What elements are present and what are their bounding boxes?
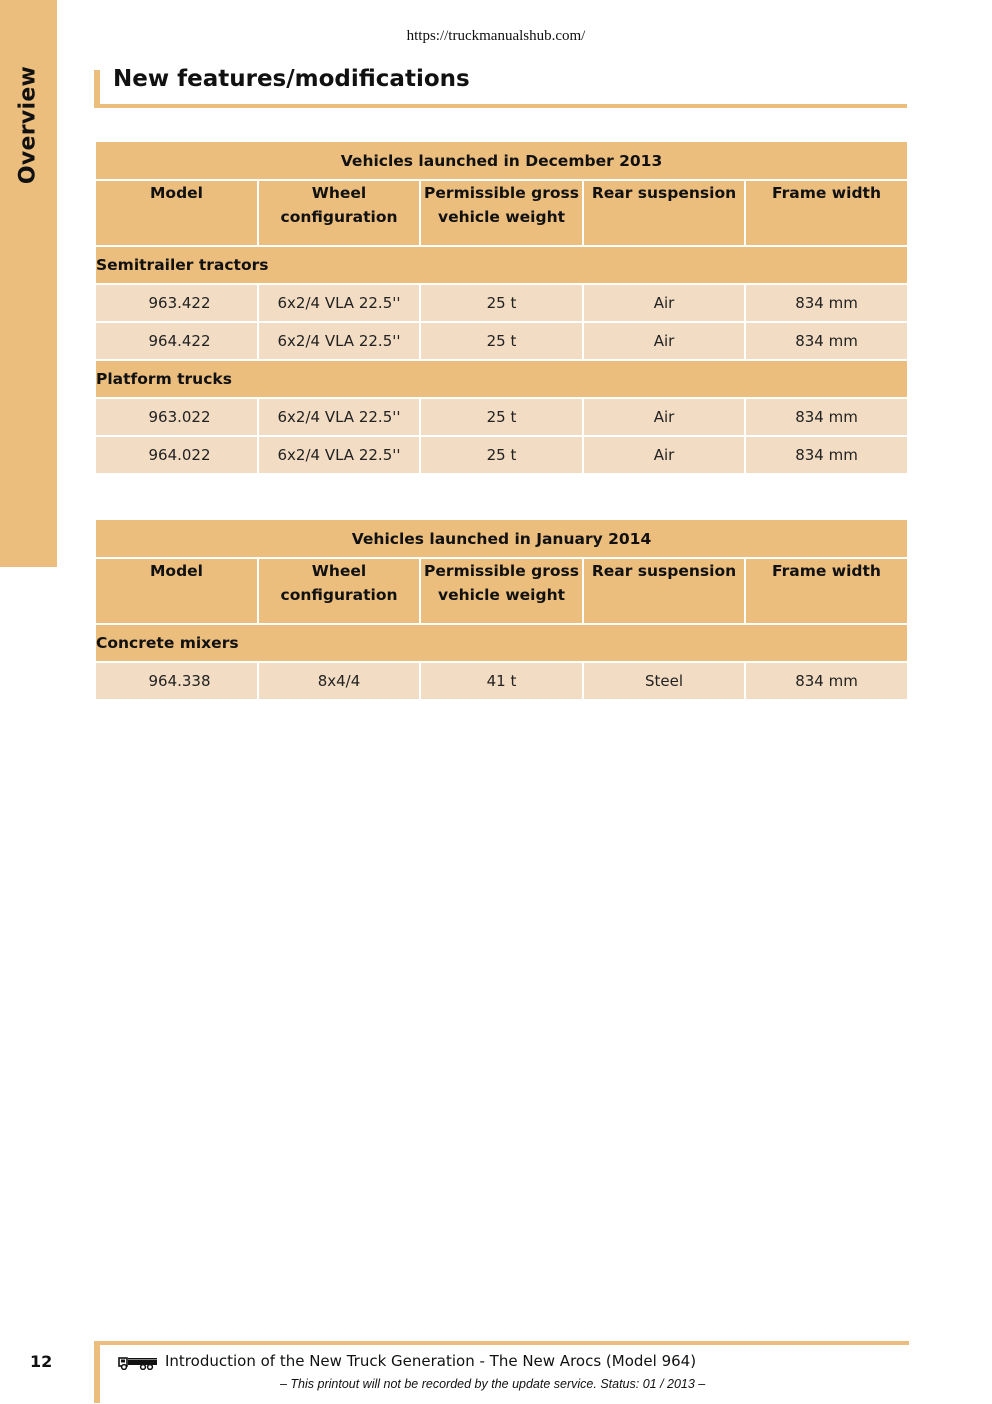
cell-frame: 834 mm: [745, 398, 908, 436]
footer-title: Introduction of the New Truck Generation - The New Arocs (Model 964): [165, 1352, 697, 1370]
table-title: Vehicles launched in January 2014: [95, 519, 908, 558]
table-row: [95, 436, 908, 474]
cell-wheel: 6x2/4 VLA 22.5'': [258, 322, 420, 360]
cell-wheel: 8x4/4: [258, 662, 420, 700]
side-tab: [0, 0, 57, 567]
footer-note: – This printout will not be recorded by the update service. Status: 01 / 2013 –: [280, 1377, 706, 1391]
cell-weight: 25 t: [420, 436, 583, 474]
cell-frame: 834 mm: [745, 322, 908, 360]
page-number: 12: [30, 1352, 53, 1371]
heading-rule: [94, 104, 907, 108]
truck-icon: [118, 1356, 158, 1370]
cell-frame: 834 mm: [745, 284, 908, 322]
cell-weight: 25 t: [420, 284, 583, 322]
cell-rear: Air: [583, 398, 745, 436]
col-header-frame-width: Frame width: [745, 180, 908, 246]
col-header-model: Model: [95, 180, 258, 246]
table-december-2013: [94, 140, 909, 475]
table-row: [95, 284, 908, 322]
col-header-model: Model: [95, 558, 258, 624]
cell-rear: Air: [583, 436, 745, 474]
heading-accent-bar: [94, 70, 100, 108]
footer-accent-bar: [94, 1341, 100, 1403]
table-row: [95, 322, 908, 360]
group-label: Semitrailer tractors: [95, 246, 908, 284]
col-header-wheel: Wheel configuration: [258, 180, 420, 246]
col-header-frame-width: Frame width: [745, 558, 908, 624]
cell-weight: 25 t: [420, 398, 583, 436]
col-header-weight: Permissible gross vehicle weight: [420, 558, 583, 624]
cell-rear: Air: [583, 322, 745, 360]
cell-frame: 834 mm: [745, 436, 908, 474]
footer-rule: [94, 1341, 909, 1345]
table-row: [95, 662, 908, 700]
col-header-wheel: Wheel configuration: [258, 558, 420, 624]
source-url: https://truckmanualshub.com/: [406, 28, 586, 44]
cell-model: 964.022: [95, 436, 258, 474]
col-header-rear-suspension: Rear suspension: [583, 558, 745, 624]
group-label: Concrete mixers: [95, 624, 908, 662]
table-january-2014: [94, 518, 909, 701]
cell-wheel: 6x2/4 VLA 22.5'': [258, 284, 420, 322]
cell-wheel: 6x2/4 VLA 22.5'': [258, 436, 420, 474]
table-title: Vehicles launched in December 2013: [95, 141, 908, 180]
cell-model: 964.422: [95, 322, 258, 360]
cell-weight: 41 t: [420, 662, 583, 700]
cell-frame: 834 mm: [745, 662, 908, 700]
col-header-rear-suspension: Rear suspension: [583, 180, 745, 246]
cell-rear: Steel: [583, 662, 745, 700]
cell-model: 964.338: [95, 662, 258, 700]
page-title: New features/modifications: [113, 66, 470, 92]
cell-model: 963.022: [95, 398, 258, 436]
cell-model: 963.422: [95, 284, 258, 322]
cell-wheel: 6x2/4 VLA 22.5'': [258, 398, 420, 436]
group-label: Platform trucks: [95, 360, 908, 398]
cell-weight: 25 t: [420, 322, 583, 360]
col-header-weight: Permissible gross vehicle weight: [420, 180, 583, 246]
cell-rear: Air: [583, 284, 745, 322]
table-row: [95, 398, 908, 436]
side-tab-label: Overview: [15, 65, 41, 185]
